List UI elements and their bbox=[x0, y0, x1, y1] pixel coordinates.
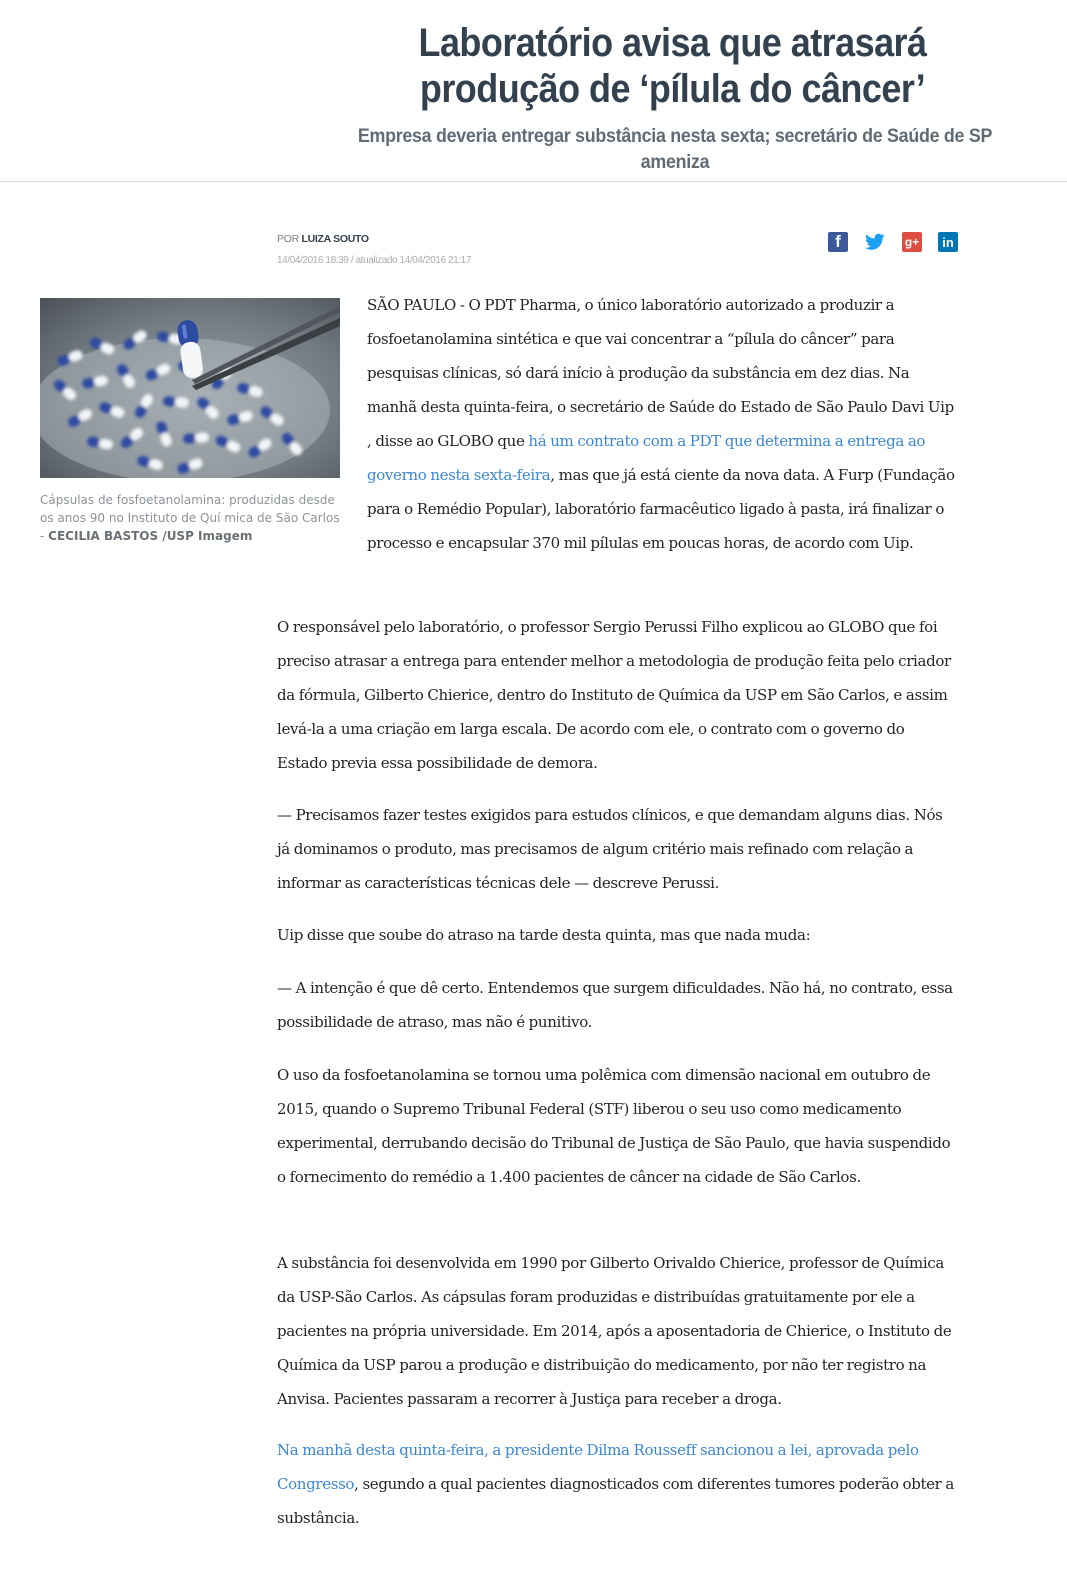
paragraph bbox=[367, 288, 957, 560]
paragraph-text: , segundo a qual pacientes diagnosticados com diferentes tumores poderão obter a substância. bbox=[277, 1475, 955, 1527]
publish-dates: 14/04/2016 18:39 / atualizado 14/04/2016 21:17 bbox=[277, 255, 472, 266]
photo-caption bbox=[40, 491, 345, 545]
article-subtitle: Empresa deveria entregar substância nesta sexta; secretário de Saúde de SP ameniza bbox=[357, 126, 993, 173]
paragraph: O uso da fosfoetanolamina se tornou uma polêmica com dimensão nacional em outubro de 2015, quando o Supremo Tribunal Federal (STF) liberou o seu uso como medicamento experimental, derrubando decisão do Tribunal de Justiça de São Paulo, que havia suspendido o fornecimento do remédio a 1.400 pacientes de câncer na cidade de São Carlos. bbox=[277, 1066, 951, 1186]
paragraph: O responsável pelo laboratório, o professor Sergio Perussi Filho explicou ao GLOBO que foi preciso atrasar a entrega para entender melhor a metodologia de produção feita pelo criador da fórmula, Gilberto Chierice, dentro do Instituto de Química da USP em São Carlos, e assim levá-la a uma criação em larga escala. De acordo com ele, o contrato com o governo do Estado previa essa possibilidade de demora. bbox=[277, 618, 951, 772]
article-header bbox=[0, 0, 1067, 182]
facebook-icon: f bbox=[835, 232, 841, 251]
facebook-share-button[interactable] bbox=[828, 232, 848, 252]
article-title: Laboratório avisa que atrasará produção de ‘pílula do câncer’ bbox=[418, 21, 927, 111]
paragraph: — A intenção é que dê certo. Entendemos que surgem dificuldades. Não há, no contrato, essa possibilidade de atraso, mas não é punitivo. bbox=[277, 979, 953, 1031]
google-plus-share-button[interactable] bbox=[902, 232, 922, 252]
caption-text: Cápsulas de fosfoetanolamina: produzidas desde os anos 90 no Instituto de Quí mica de São Carlos - bbox=[40, 493, 340, 543]
google-plus-icon: g+ bbox=[904, 235, 920, 249]
twitter-share-button[interactable] bbox=[865, 232, 885, 252]
law-link[interactable]: Na manhã desta quinta-feira, a presidente Dilma Rousseff sancionou a lei, aprovada pelo Congresso bbox=[277, 1441, 919, 1493]
byline-prefix: POR bbox=[277, 233, 299, 245]
paragraph: — Precisamos fazer testes exigidos para estudos clínicos, e que demandam alguns dias. Nós já dominamos o produto, mas precisamos de algum critério mais refinado com relação a informar as características técnicas dele — descreve Perussi. bbox=[277, 806, 943, 892]
linkedin-icon: in bbox=[942, 234, 954, 250]
byline bbox=[277, 233, 369, 245]
paragraph-text: , mas que já está ciente da nova data. A Furp (Fundação para o Remédio Popular), laboratório farmacêutico ligado à pasta, irá finalizar o processo e encapsular 370 mil pílulas em poucas horas, de acordo com Uip. bbox=[367, 466, 955, 552]
linkedin-share-button[interactable] bbox=[938, 232, 958, 252]
article-photo bbox=[40, 298, 340, 478]
author-name[interactable]: LUIZA SOUTO bbox=[301, 233, 369, 245]
paragraph: Uip disse que soube do atraso na tarde desta quinta, mas que nada muda: bbox=[277, 926, 811, 944]
paragraph: A substância foi desenvolvida em 1990 por Gilberto Orivaldo Chierice, professor de Química da USP-São Carlos. As cápsulas foram produzidas e distribuídas gratuitamente por ele a pacientes na própria universidade. Em 2014, após a aposentadoria de Chierice, o Instituto de Química da USP parou a produção e distribuição do medicamento, por não ter registro na Anvisa. Pacientes passaram a recorrer à Justiça para receber a droga. bbox=[277, 1254, 952, 1408]
paragraph-text: SÃO PAULO - O PDT Pharma, o único laboratório autorizado a produzir a fosfoetanolamina sintética e que vai concentrar a “pílula do câncer” para pesquisas clínicas, só dará início à produção da substância em dez dias. Na manhã desta quinta-feira, o secretário de Saúde do Estado de São Paulo Davi Uip , disse ao GLOBO que bbox=[367, 296, 954, 450]
twitter-icon bbox=[865, 233, 885, 251]
photo-credit: CECILIA BASTOS /USP Imagem bbox=[48, 529, 253, 543]
contract-link[interactable]: há um contrato com a PDT que determina a entrega ao governo nesta sexta-feira bbox=[367, 432, 926, 484]
paragraph bbox=[277, 1433, 957, 1535]
